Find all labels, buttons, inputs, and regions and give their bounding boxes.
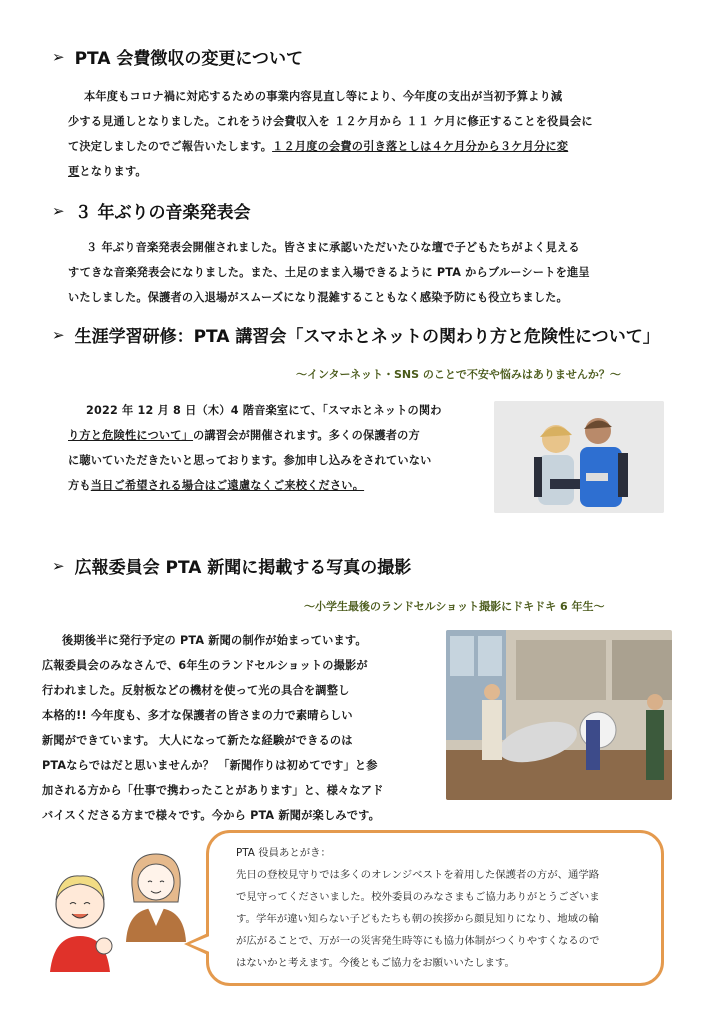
section-body-music bbox=[68, 235, 590, 310]
body-line: 2022 年 12 月 8 日（木）4 階音楽室にて、「スマホとネットの関わ bbox=[86, 404, 442, 417]
underlined-text: １２月度の会費の引き落としは４ケ月分から３ケ月分に変 bbox=[272, 140, 569, 153]
afterword-text bbox=[236, 842, 600, 974]
arrow-bullet-icon: ➢ bbox=[52, 47, 65, 66]
body-line: り方と危険性について」の講習会が開催されます。多くの保護者の方 bbox=[68, 429, 420, 442]
body-line: すてきな音楽発表会になりました。また、土足のまま入場できるように PTA からブルーシートを進呈 bbox=[68, 266, 590, 279]
woman-illustration bbox=[118, 846, 192, 942]
body-line: 方も当日ご希望される場合はご遠慮なくご来校ください。 bbox=[68, 479, 365, 492]
body-line: 行われました。反射板などの機材を使って光の具合を調整し bbox=[42, 684, 350, 697]
body-line: 後期後半に発行予定の PTA 新聞の制作が始まっています。 bbox=[62, 634, 367, 647]
afterword-title: PTA 役員あとがき： bbox=[236, 847, 331, 859]
section-heading-music bbox=[52, 198, 251, 223]
section-title: 生涯学習研修：PTA 講習会「スマホとネットの関わり方と危険性について」 bbox=[74, 327, 660, 347]
photo-shoot-classroom-photo bbox=[446, 630, 672, 800]
body-line: て決定しましたのでご報告いたします。１２月度の会費の引き落としは４ケ月分から３ケ月分に変 bbox=[68, 140, 569, 153]
section-subtitle: ～インターネット・SNS のことで不安や悩みはありませんか？～ bbox=[296, 368, 621, 381]
section-heading-newspaper bbox=[52, 553, 411, 578]
body-line: 加される方から「仕事で携わったことがあります」と、様々なアド bbox=[42, 784, 384, 797]
body-line: いたしました。保護者の入退場がスムーズになり混雑することもなく感染予防にも役立ちました。 bbox=[68, 291, 568, 304]
body-line: 本格的!! 今年度も、多才な保護者の皆さまの力で素晴らしい bbox=[42, 709, 353, 722]
body-line: 広報委員会のみなさんで、6年生のランドセルショットの撮影が bbox=[42, 659, 368, 672]
underlined-text: 更 bbox=[68, 165, 80, 178]
afterword-line: す。学年が違い知らない子どもたちも朝の挨拶から顔見知りになり、地域の輪 bbox=[236, 913, 599, 925]
body-line: ３ 年ぶり音楽発表会開催されました。皆さまに承認いただいたひな壇で子どもたちがよく見える bbox=[86, 241, 580, 254]
afterword-line: で見守ってくださいました。校外委員のみなさまもご協力ありがとうございま bbox=[236, 891, 600, 903]
section-body-newspaper bbox=[42, 628, 384, 828]
section-heading-fee bbox=[52, 44, 303, 69]
body-line: バイスくださる方まで様々です。今から PTA 新聞が楽しみです。 bbox=[42, 809, 380, 822]
body-line: に聴いていただきたいと思っております。参加申し込みをされていない bbox=[68, 454, 432, 467]
smiling-woman-illustration bbox=[40, 860, 120, 972]
section-title: PTA 会費徴収の変更について bbox=[74, 49, 304, 69]
body-line: 本年度もコロナ禍に対応するための事業内容見直し等により、今年度の支出が当初予算より減 bbox=[84, 90, 563, 103]
afterword-line: はないかと考えます。今後ともご協力をお願いいたします。 bbox=[236, 957, 515, 969]
speech-bubble-tail-inner bbox=[190, 935, 212, 953]
kids-with-tablet-photo bbox=[494, 401, 664, 513]
body-line: PTAならではだと思いませんか？ 「新聞作りは初めてです」と参 bbox=[42, 759, 378, 772]
section-body-fee bbox=[68, 84, 593, 184]
section-title: ３ 年ぶりの音楽発表会 bbox=[74, 203, 251, 223]
arrow-bullet-icon: ➢ bbox=[52, 201, 65, 220]
section-title: 広報委員会 PTA 新聞に掲載する写真の撮影 bbox=[74, 558, 412, 578]
underlined-text: り方と危険性について」 bbox=[68, 429, 194, 442]
section-body-lecture bbox=[68, 398, 442, 498]
body-line: 少する見通しとなりました。これをうけ会費収入を １２ケ月から １１ ケ月に修正することを役員会に bbox=[68, 115, 593, 128]
afterword-line: 先日の登校見守りでは多くのオレンジベストを着用した保護者の方が、通学路 bbox=[236, 869, 600, 881]
section-subtitle: ～小学生最後のランドセルショット撮影にドキドキ 6 年生～ bbox=[304, 600, 605, 613]
underlined-text: 当日ご希望される場合はご遠慮なくご来校ください。 bbox=[90, 479, 365, 492]
body-line: 新聞ができています。 大人になって新たな経験ができるのは bbox=[42, 734, 353, 747]
arrow-bullet-icon: ➢ bbox=[52, 325, 65, 344]
section-heading-lecture bbox=[52, 322, 660, 347]
arrow-bullet-icon: ➢ bbox=[52, 556, 65, 575]
afterword-line: が広がることで、万が一の災害発生時等にも協力体制がつくりやすくなるので bbox=[236, 935, 600, 947]
body-line: 更となります。 bbox=[68, 165, 147, 178]
